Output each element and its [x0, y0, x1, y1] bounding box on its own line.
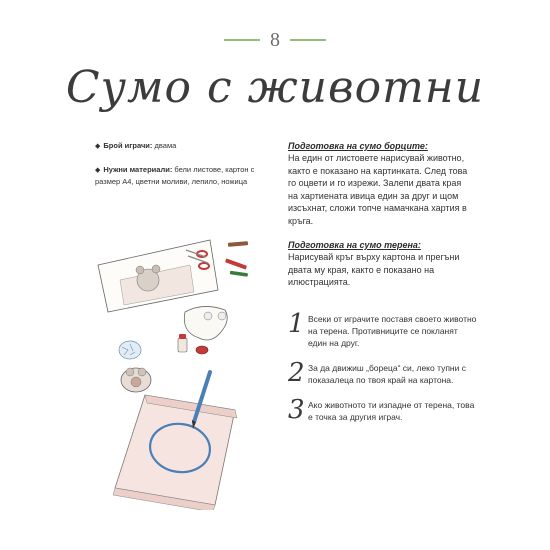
step-text: Ако животното ти изпадне от терена, това е точка за другия играч. [308, 400, 475, 422]
diamond-bullet-icon: ◆ [95, 143, 101, 150]
animal-figure-illustration [121, 368, 151, 392]
section-text-wrestlers: На един от листовете нарисувай животно, както е показано на картинката. След това го оцвети и го изрежи. Залепи двата края на хартиената ивица един за друг и щом изсъхнат, сложи топче намачкана хартия в кръга. [288, 153, 468, 226]
players-value: двама [154, 141, 177, 150]
craft-illustration [90, 220, 280, 510]
instructions-column [288, 140, 473, 301]
diamond-bullet-icon: ◆ [95, 167, 101, 174]
paper-ball-illustration [119, 341, 141, 359]
info-column [95, 140, 265, 199]
materials-value: бели листове, картон с размер А4, цветни моливи, лепило, ножица [95, 165, 255, 186]
steps-list [288, 309, 478, 435]
section-heading-arena: Подготовка на сумо терена: [288, 240, 421, 250]
materials-info [95, 164, 265, 187]
sumo-ring-card-illustration [113, 395, 237, 510]
glue-bottle-icon [178, 334, 187, 352]
step-number: 2 [288, 358, 305, 388]
materials-label: Нужни материали: [103, 165, 173, 174]
page-number: 8 [270, 29, 280, 51]
step-item [288, 309, 478, 349]
step-text: Всеки от играчите поставя своето животно на терена. Противниците се покланят един на друг. [308, 314, 477, 348]
page-number-header [0, 30, 550, 50]
header-divider-right [290, 39, 326, 41]
bottle-cap-icon [196, 346, 208, 354]
step-item [288, 395, 478, 425]
step-item [288, 358, 478, 388]
step-text: За да движиш „бореца“ си, леко тупни с показалеца по твоя край на картона. [308, 363, 466, 385]
players-info [95, 140, 265, 152]
players-label: Брой играчи: [103, 141, 153, 150]
crayons-icon [225, 241, 248, 277]
step-number: 1 [288, 309, 305, 339]
header-divider-left [224, 39, 260, 41]
section-text-arena: Нарисувай кръг върху картона и прегъни двата му края, както е показано на илюстрацията. [288, 252, 460, 287]
animal-cutout-illustration [184, 306, 227, 340]
step-number: 3 [288, 395, 305, 425]
page-title: Сумо с животни [65, 62, 485, 113]
section-heading-wrestlers: Подготовка на сумо борците: [288, 141, 428, 151]
